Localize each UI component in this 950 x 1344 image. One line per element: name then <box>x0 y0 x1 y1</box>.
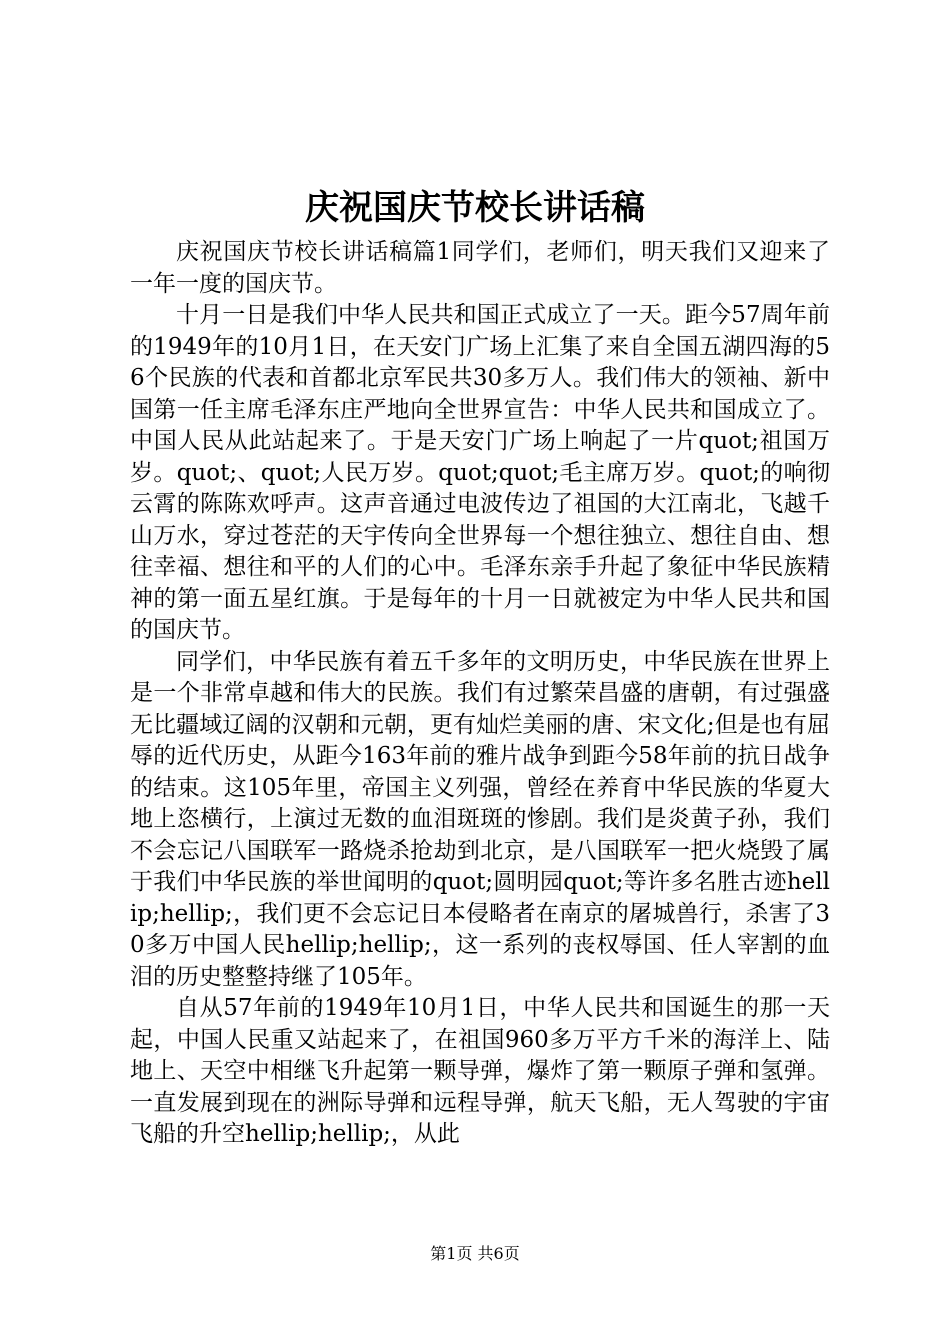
paragraph-2: 十月一日是我们中华人民共和国正式成立了一天。距今57周年前的1949年的10月1日，在天安门广场上汇集了来自全国五湖四海的56个民族的代表和首都北京军民共30多万人。我们伟大的领袖、新中国第一任主席毛泽东庄严地向全世界宣告：中华人民共和国成立了。中国人民从此站起来了。于是天安门广场上响起了一片quot;祖国万岁。quot;、quot;人民万岁。quot;quot;毛主席万岁。quot;的响彻云霄的陈陈欢呼声。这声音通过电波传边了祖国的大江南北，飞越千山万水，穿过苍茫的天宇传向全世界每一个想往独立、想往自由、想往幸福、想往和平的人们的心中。毛泽东亲手升起了象征中华民族精神的第一面五星红旗。于是每年的十月一日就被定为中华人民共和国的国庆节。 <box>130 302 830 643</box>
paragraph-3: 同学们，中华民族有着五千多年的文明历史，中华民族在世界上是一个非常卓越和伟大的民族。我们有过繁荣昌盛的唐朝，有过强盛无比疆域辽阔的汉朝和元朝，更有灿烂美丽的唐、宋文化;但是也有屈辱的近代历史，从距今163年前的雅片战争到距今58年前的抗日战争的结束。这105年里，帝国主义列强，曾经在养育中华民族的华夏大地上恣横行，上演过无数的血泪斑斑的惨剧。我们是炎黄子孙，我们不会忘记八国联军一路烧杀抢劫到北京，是八国联军一把火烧毁了属于我们中华民族的举世闻明的quot;圆明园quot;等许多名胜古迹hellip;hellip;，我们更不会忘记日本侵略者在南京的屠城兽行，杀害了30多万中国人民hellip;hellip;，这一系列的丧权辱国、任人宰割的血泪的历史整整持继了105年。 <box>130 648 830 990</box>
page-number-footer: 第1页 共6页 <box>430 1244 520 1263</box>
document-title: 庆祝国庆节校长讲话稿 <box>305 188 645 228</box>
document-body <box>130 237 830 1151</box>
paragraph-1: 庆祝国庆节校长讲话稿篇1同学们，老师们，明天我们又迎来了一年一度的国庆节。 <box>130 239 830 297</box>
paragraph-4: 自从57年前的1949年10月1日，中华人民共和国诞生的那一天起，中国人民重又站起来了，在祖国960多万平方千米的海洋上、陆地上、天空中相继飞升起第一颗导弹，爆炸了第一颗原子弹和氢弹。一直发展到现在的洲际导弹和远程导弹，航天飞船，无人驾驶的宇宙飞船的升空hellip;hellip;，从此 <box>130 995 830 1147</box>
